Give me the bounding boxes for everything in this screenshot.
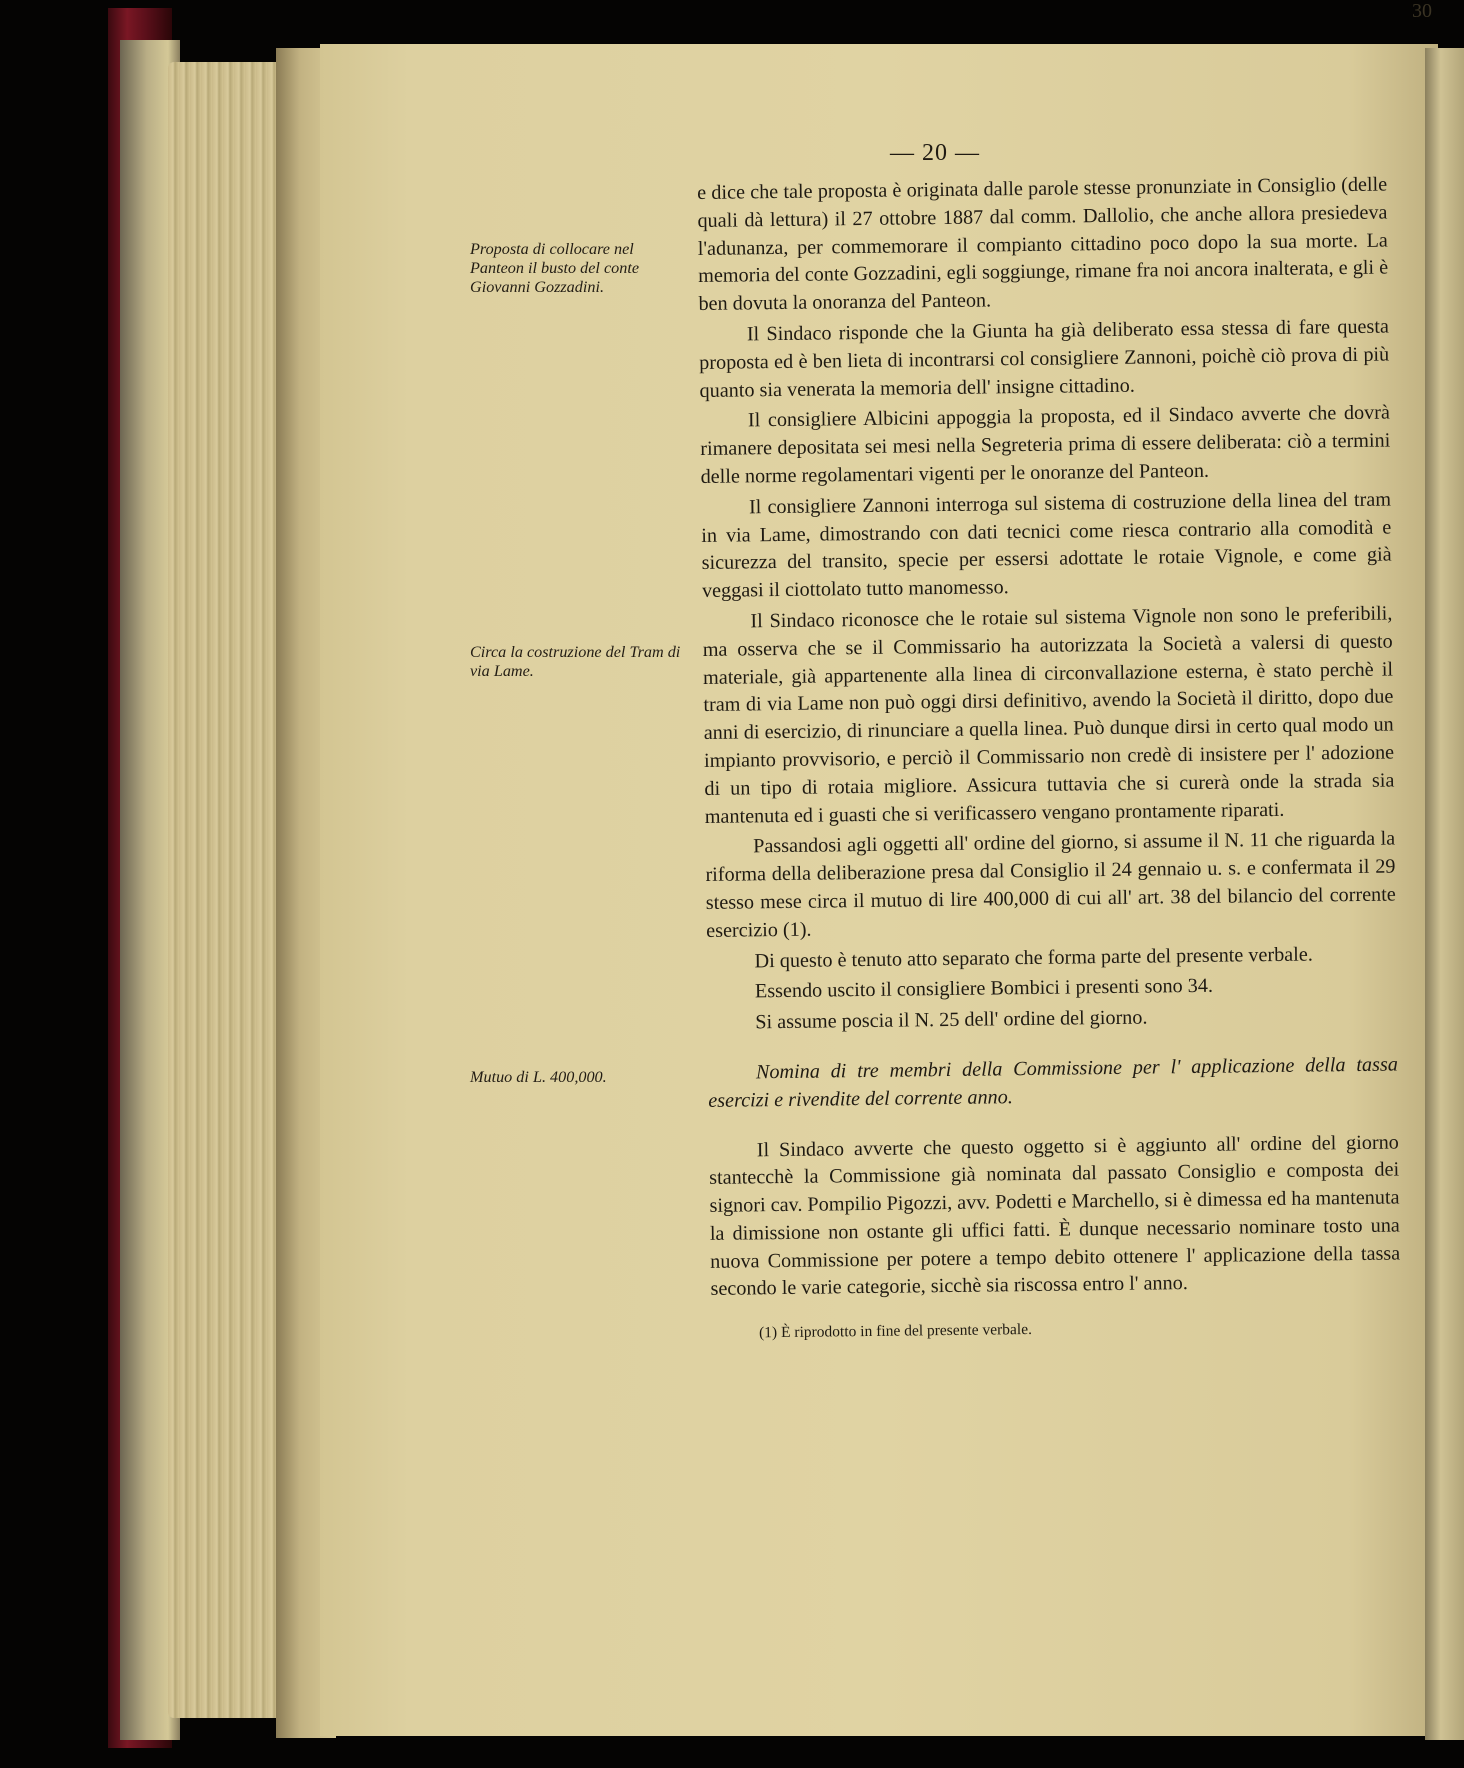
margin-note-panteon: Proposta di collocare nel Panteon il busto del conte Giovanni Gozzadini.: [470, 240, 640, 296]
paragraph: Il Sindaco riconosce che le rotaie sul sistema Vignole non sono le preferibili, ma osserva che se il Commissario ha autorizzata la Società a valersi di questo materiale, già appartenente alla linea di circonvallazione esterna, è stato perchè il tram di via Lame non può oggi dirsi definitivo, avendo la Società il diritto, dopo due anni di esercizio, di rinunciare a quella linea. Può dunque dirsi in certo qual modo un impianto provvisorio, e perciò il Commissario non credè di insistere per l' adozione di un tipo di rotaia migliore. Assicura tuttavia che si curerà onde la strada sia mantenuta ed i guasti che si verificassero vengano prontamente riparati.: [702, 602, 1395, 828]
paragraph: Passandosi agli oggetti all' ordine del giorno, si assume il N. 11 che riguarda la riforma della deliberazione presa dal Consiglio il 24 gennaio u. s. e confermata il 29 stesso mese circa il mutuo di lire 400,000 di cui all' art. 38 del bilancio del corrente esercizio (1).: [705, 827, 1396, 942]
page-number: — 20 —: [890, 140, 980, 166]
paragraph: Il Sindaco avverte che questo oggetto si è aggiunto all' ordine del giorno stantecchè la Commissione già nominata dal passato Consiglio e composta dei signori cav. Pompilio Pigozzi, avv. Podetti e Marchello, si è dimessa ed ha mantenuta la dimissione non ostante gli uffici fatti. È dunque necessario nominare tosto una nuova Commissione per potere a tempo debito ottenere l' applicazione della tassa secondo le varie categorie, sicchè sia riscossa entro l' anno.: [709, 1130, 1401, 1301]
section-heading: Nomina di tre membri della Commissione per l' applicazione della tassa esercizi e rivendite del corrente anno.: [708, 1053, 1398, 1112]
corner-mark: 30: [1412, 0, 1432, 22]
paragraph: e dice che tale proposta è originata dalle parole stesse pronunziate in Consiglio (delle quali dà lettura) il 27 ottobre 1887 dal comm. Dallolio, che anche allora presiedeva l'adunanza, per commemorare il compianto cittadino poco dopo la sua morte. La memoria del conte Gozzadini, egli soggiunge, rimane fra noi ancora inalterata, e gli è ben dovuta la onoranza del Panteon.: [697, 173, 1389, 316]
margin-note-mutuo: Mutuo di L. 400,000.: [470, 1068, 607, 1086]
paragraph: Il consigliere Albicini appoggia la proposta, ed il Sindaco avverte che dovrà rimanere depositata sei mesi nella Segreteria prima di essere deliberata: ciò a termini delle norme regolamentari vigenti per le onoranze del Panteon.: [700, 401, 1391, 488]
paragraph: Il Sindaco risponde che la Giunta ha già deliberato essa stessa di fare questa proposta ed è ben lieta di incontrarsi col consigliere Zannoni, poichè ciò prova di più quanto sia venerata la memoria dell' insigne cittadino.: [699, 315, 1390, 402]
right-page-stack: [1425, 48, 1464, 1740]
left-page-stack: [168, 62, 288, 1718]
paragraph: Si assume poscia il N. 25 dell' ordine del giorno.: [755, 1006, 1148, 1034]
paragraph: Di questo è tenuto atto separato che forma parte del presente verbale.: [754, 943, 1313, 972]
paragraph: Essendo uscito il consigliere Bombici i presenti sono 34.: [754, 975, 1214, 1003]
footnote: (1) È riprodotto in fine del presente verbale.: [758, 1321, 1033, 1342]
body-text: [697, 172, 1401, 1348]
paragraph: Il consigliere Zannoni interroga sul sistema di costruzione della linea del tram in via Lame, dimostrando con dati tecnici come riesca contrario alla comodità e sicurezza del transito, specie per essersi adottate le rotaie Vignole, e come già veggasi il ciottolato tutto manomesso.: [701, 488, 1392, 603]
margin-note-tram: Circa la costruzione del Tram di via Lame.: [470, 643, 681, 680]
